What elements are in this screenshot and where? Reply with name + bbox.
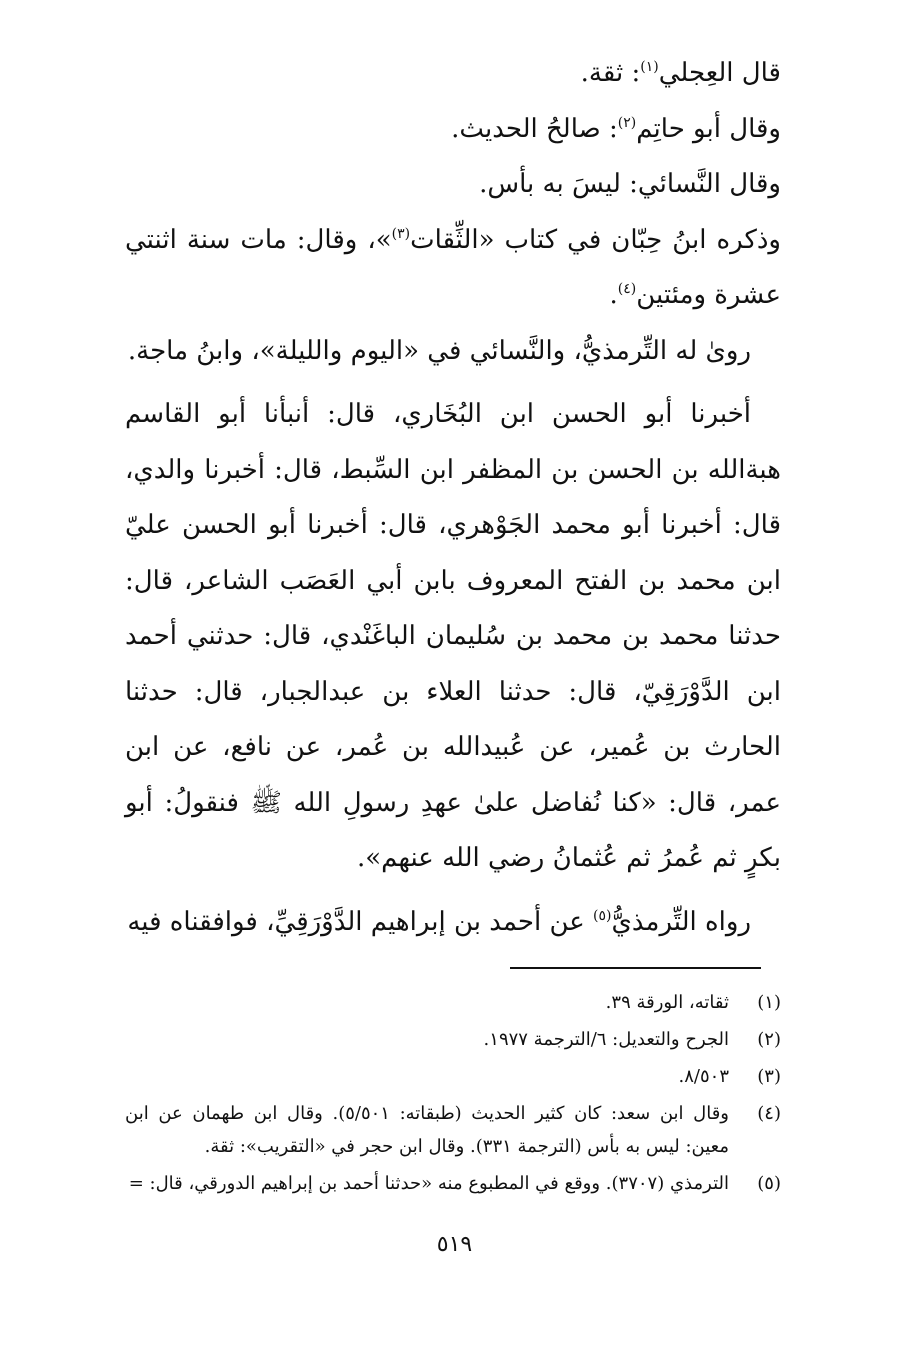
text-segment: وذكره ابنُ حِبّان في كتاب «الثِّقات	[410, 224, 781, 255]
footnote-divider	[510, 967, 761, 969]
text-segment: وقال أبو حاتِم	[636, 113, 781, 144]
paragraph-tirmidhi	[125, 895, 781, 951]
footnote-text: ٨/٥٠٣.	[678, 1066, 729, 1087]
page-number: ٥١٩	[436, 1232, 473, 1257]
text-segment: : ثقة.	[580, 58, 641, 88]
footnote-ref-5[interactable]: (٥)	[593, 907, 612, 924]
footnote-number: (٣)	[757, 1066, 781, 1087]
text-segment: : صالحُ الحديث.	[451, 113, 618, 144]
footnotes	[125, 986, 781, 1204]
paragraph-ijli	[125, 46, 781, 102]
footnote-text: ثقاته، الورقة ٣٩.	[605, 992, 729, 1013]
footnote	[125, 1023, 781, 1056]
paragraph-abu-hatim	[125, 102, 781, 158]
footnote	[125, 1097, 781, 1163]
footnote-number: (٥)	[757, 1173, 781, 1194]
footnote-number: (١)	[757, 992, 781, 1013]
footnote-ref-2[interactable]: (٢)	[617, 114, 637, 131]
footnote-ref-1[interactable]: (١)	[640, 59, 659, 75]
text-segment: عن أحمد بن إبراهيم الدَّوْرَقِيِّ، فوافقناه فيه	[127, 906, 594, 937]
paragraph-narrators: روىٰ له التِّرمذيُّ، والنَّسائي في «اليوم والليلة»، وابنُ ماجة.	[127, 335, 751, 366]
footnote-number: (٢)	[757, 1029, 781, 1050]
text-segment: قال العِجلي	[658, 58, 781, 88]
paragraph-ibn-hibban	[125, 213, 781, 324]
footnote-text: الترمذي (٣٧٠٧). ووقع في المطبوع منه «حدثنا أحمد بن إبراهيم الدورقي، قال: =	[128, 1173, 729, 1194]
paragraph-nasai: وقال النَّسائي: ليسَ به بأس.	[479, 169, 781, 199]
main-text	[125, 46, 781, 950]
footnote-number: (٤)	[757, 1103, 781, 1124]
footnote-text: الجرح والتعديل: ٦/الترجمة ١٩٧٧.	[483, 1029, 729, 1050]
text-segment: رواه التِّرمذيُّ	[611, 906, 751, 937]
text-segment: .	[609, 280, 618, 310]
footnote	[125, 986, 781, 1019]
footnote	[125, 1060, 781, 1093]
paragraph-isnad: أخبرنا أبو الحسن ابن البُخَاري، قال: أنبأنا أبو القاسم هبةالله بن الحسن بن المظفر ابن السِّبط، قال: أخبرنا والدي، قال: أخبرنا أبو محمد الجَوْهري، قال: أخبرنا أبو الحسن عليّ ابن محمد بن الفتح المعروف بابن أبي العَصَب الشاعر، قال: حدثنا محمد بن محمد بن سُليمان الباغَنْدي، قال: حدثني أحمد ابن الدَّوْرَقِيّ، قال: حدثنا العلاء بن عبدالجبار، قال: حدثنا الحارث بن عُمير، عن عُبيدالله بن عُمر، عن نافع، عن ابن عمر، قال: «كنا نُفاضل علىٰ عهدِ رسولِ الله ﷺ فنقولُ: أبو بكرٍ ثم عُمرُ ثم عُثمانُ رضي الله عنهم».	[125, 399, 781, 873]
text-segment: »، وقال: مات سنة اثنتي عشرة ومئتين	[125, 224, 781, 310]
footnote	[125, 1167, 781, 1200]
footnote-ref-4[interactable]: (٤)	[617, 281, 637, 297]
footnote-text: وقال ابن سعد: كان كثير الحديث (طبقاته: ٥/٥٠١). وقال ابن طهمان عن ابن معين: ليس به بأس (الترجمة ٣٣١). وقال ابن حجر في «التقريب»: ثقة.	[125, 1103, 730, 1157]
footnote-ref-3[interactable]: (٣)	[391, 225, 411, 242]
